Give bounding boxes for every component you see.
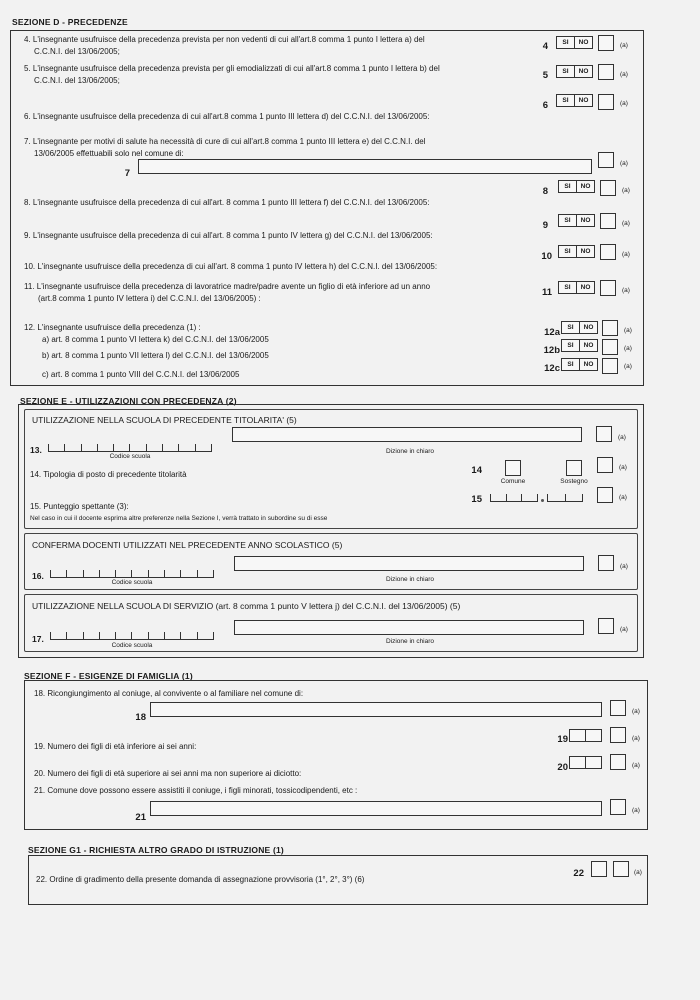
item-4-number: 4 [542,41,548,52]
item-12b-note: (a) [624,345,632,352]
item-11-checkbox[interactable] [600,280,616,296]
item-15-note-text: Nel caso in cui il docente esprima altre preferenze nella Sezione I, verrà trattato in subordine su di esse [30,515,328,522]
item-21-text: 21. Comune dove possono essere assistiti il coniuge, i figli minorati, tossicodipendenti, etc : [34,786,358,795]
item-5-checkbox[interactable] [598,64,614,80]
item-17-checkbox[interactable] [598,618,614,634]
item-12b-si-no[interactable]: SI NO [561,339,598,352]
box-precedente-titolarita-title: UTILIZZAZIONE NELLA SCUOLA DI PRECEDENTE TITOLARITA' (5) [32,415,297,425]
item-10-si-no[interactable]: SI NO [558,245,595,258]
item-9-text: 9. L'insegnante usufruisce della precedenza di cui all'art. 8 comma 1 punto IV lettera g) del C.C.N.I. del 13/06/2005: [24,231,433,240]
item-15-decimal-point [541,499,544,502]
item-9-checkbox[interactable] [600,213,616,229]
item-6-note: (a) [620,100,628,107]
item-22-order-box[interactable] [591,861,607,877]
item-12-text: 12. L'insegnante usufruisce della precedenza (1) : [24,323,201,332]
item-18-text: 18. Ricongiungimento al coniuge, al convivente o al familiare nel comune di: [34,689,304,698]
item-12c-note: (a) [624,363,632,370]
item-5-text: 5. L'insegnante usufruisce della precedenza prevista per gli emodializzati di cui all'art.8 comma 1 punto I lettera b) del [24,64,440,73]
item-17-codice-scuola-field[interactable] [50,628,214,640]
item-20-checkbox[interactable] [610,754,626,770]
item-16-label: 16. [32,571,44,581]
item-14-sostegno-checkbox[interactable] [566,460,582,476]
item-4-checkbox[interactable] [598,35,614,51]
item-9-number: 9 [542,220,548,231]
item-16-codice-scuola-field[interactable] [50,566,214,578]
item-15-checkbox[interactable] [597,487,613,503]
item-7-checkbox[interactable] [598,152,614,168]
item-4-text-2: C.C.N.I. del 13/06/2005; [34,47,120,56]
item-12b-text: b) art. 8 comma 1 punto VII lettera l) del C.C.N.I. del 13/06/2005 [42,351,269,360]
item-11-note: (a) [622,287,630,294]
item-12b-checkbox[interactable] [602,339,618,355]
item-16-checkbox[interactable] [598,555,614,571]
section-g1-title: SEZIONE G1 - RICHIESTA ALTRO GRADO DI ISTRUZIONE (1) [28,845,284,855]
item-12c-si-no[interactable]: SI NO [561,358,598,371]
item-7-note: (a) [620,160,628,167]
item-13-dizione-field[interactable] [232,427,582,442]
item-19-digit-1[interactable] [569,729,586,742]
item-16-codice-caption: Codice scuola [111,579,153,586]
item-12b-number: 12b [543,345,560,356]
item-18-checkbox[interactable] [610,700,626,716]
item-19-digit-2[interactable] [585,729,602,742]
item-12a-si-no[interactable]: SI NO [561,321,598,334]
item-14-comune-checkbox[interactable] [505,460,521,476]
item-16-dizione-field[interactable] [234,556,584,571]
item-21-number: 21 [135,812,146,823]
item-11-text-2: (art.8 comma 1 punto IV lettera i) del C.C.N.I. del 13/06/2005) : [38,294,261,303]
item-11-si-no[interactable]: SI NO [558,281,595,294]
item-13-dizione-caption: Dizione in chiaro [385,448,435,455]
item-18-comune-field[interactable] [150,702,602,717]
item-8-si-no[interactable]: SI NO [558,180,595,193]
item-14-note: (a) [619,464,627,471]
item-13-codice-scuola-field[interactable] [48,440,212,452]
item-5-text-2: C.C.N.I. del 13/06/2005; [34,76,120,85]
item-10-text: 10. L'insegnante usufruisce della precedenza di cui all'art. 8 comma 1 punto IV lettera h) del C.C.N.I. del 13/06/2005: [24,262,438,271]
item-4-note: (a) [620,42,628,49]
item-13-note: (a) [618,434,626,441]
item-5-note: (a) [620,71,628,78]
item-7-text-2: 13/06/2005 effettuabili solo nel comune di: [34,149,184,158]
item-11-text: 11. L'insegnante usufruisce della precedenza di lavoratrice madre/padre avente un figlio di età inferiore ad un anno [24,282,431,291]
item-12c-number: 12c [544,363,560,374]
item-14-checkbox[interactable] [597,457,613,473]
item-20-digit-2[interactable] [585,756,602,769]
item-4-text: 4. L'insegnante usufruisce della precedenza prevista per non vedenti di cui all'art.8 comma 1 punto I lettera a) del [24,35,425,44]
item-5-number: 5 [542,70,548,81]
item-6-checkbox[interactable] [598,94,614,110]
item-16-note: (a) [620,563,628,570]
item-21-comune-field[interactable] [150,801,602,816]
box-conferma-docenti-title: CONFERMA DOCENTI UTILIZZATI NEL PRECEDENTE ANNO SCOLASTICO (5) [32,540,343,550]
item-13-codice-caption: Codice scuola [109,453,151,460]
item-12a-checkbox[interactable] [602,320,618,336]
item-12a-text: a) art. 8 comma 1 punto VI lettera k) del C.C.N.I. del 13/06/2005 [42,335,269,344]
item-4-si-no[interactable]: SI NO [556,36,593,49]
item-6-si-no[interactable]: SI NO [556,94,593,107]
item-7-text: 7. L'insegnante per motivi di salute ha necessità di cure di cui all'art.8 comma 1 punto III lettera e) del C.C.N.I. del [24,137,426,146]
item-8-note: (a) [622,187,630,194]
item-16-dizione-caption: Dizione in chiaro [385,576,435,583]
item-21-note: (a) [632,807,640,814]
item-8-text: 8. L'insegnante usufruisce della precedenza di cui all'art. 8 comma 1 punto III lettera f) del C.C.N.I. del 13/06/2005: [24,198,430,207]
item-15-note: (a) [619,494,627,501]
item-13-label: 13. [30,445,42,455]
item-17-codice-caption: Codice scuola [111,642,153,649]
item-20-digit-1[interactable] [569,756,586,769]
item-14-comune-caption: Comune [500,478,526,485]
item-19-checkbox[interactable] [610,727,626,743]
item-9-si-no[interactable]: SI NO [558,214,595,227]
item-15-number: 15 [471,494,482,505]
item-14-text: 14. Tipologia di posto di precedente titolarità [30,470,187,479]
item-10-note: (a) [622,251,630,258]
item-22-note: (a) [634,869,642,876]
item-19-text: 19. Numero dei figli di età inferiore ai sei anni: [34,742,197,751]
item-15-punteggio-dec-field[interactable] [547,490,583,502]
item-10-checkbox[interactable] [600,244,616,260]
item-22-checkbox[interactable] [613,861,629,877]
item-15-text: 15. Punteggio spettante (3): [30,502,129,511]
item-6-number: 6 [542,100,548,111]
section-f-title: SEZIONE F - ESIGENZE DI FAMIGLIA (1) [24,671,193,681]
section-d-title: SEZIONE D - PRECEDENZE [12,17,128,27]
item-18-note: (a) [632,708,640,715]
item-15-punteggio-int-field[interactable] [490,490,538,502]
item-5-si-no[interactable]: SI NO [556,65,593,78]
item-20-text: 20. Numero dei figli di età superiore ai sei anni ma non superiore ai diciotto: [34,769,302,778]
item-9-note: (a) [622,220,630,227]
item-20-number: 20 [557,762,568,773]
item-14-number: 14 [471,465,482,476]
item-14-sostegno-caption: Sostegno [560,478,588,485]
item-21-checkbox[interactable] [610,799,626,815]
item-12c-text: c) art. 8 comma 1 punto VIII del C.C.N.I. del 13/06/2005 [42,370,240,379]
item-6-text: 6. L'insegnante usufruisce della precedenza di cui all'art.8 comma 1 punto III lettera d) del C.C.N.I. del 13/06/2005: [24,112,430,121]
item-12a-note: (a) [624,327,632,334]
item-12a-number: 12a [544,327,560,338]
item-19-number: 19 [557,734,568,745]
item-7-number: 7 [124,168,130,179]
item-22-text: 22. Ordine di gradimento della presente domanda di assegnazione provvisoria (1°, 2°, 3°) (6) [36,875,365,884]
item-20-note: (a) [632,762,640,769]
item-17-dizione-field[interactable] [234,620,584,635]
item-7-comune-field[interactable] [138,159,592,174]
item-11-number: 11 [541,287,552,298]
item-17-dizione-caption: Dizione in chiaro [385,638,435,645]
item-12c-checkbox[interactable] [602,358,618,374]
item-17-label: 17. [32,634,44,644]
item-18-number: 18 [135,712,146,723]
item-22-number: 22 [573,868,584,879]
item-17-note: (a) [620,626,628,633]
item-13-checkbox[interactable] [596,426,612,442]
item-10-number: 10 [541,251,552,262]
item-19-note: (a) [632,735,640,742]
section-e-title: SEZIONE E - UTILIZZAZIONI CON PRECEDENZA (2) [20,396,237,406]
item-8-checkbox[interactable] [600,180,616,196]
box-scuola-di-servizio-title: UTILIZZAZIONE NELLA SCUOLA DI SERVIZIO (art. 8 comma 1 punto V lettera j) del C.C.N.I. del 13/06/2005) (5) [32,601,461,611]
item-8-number: 8 [542,186,548,197]
